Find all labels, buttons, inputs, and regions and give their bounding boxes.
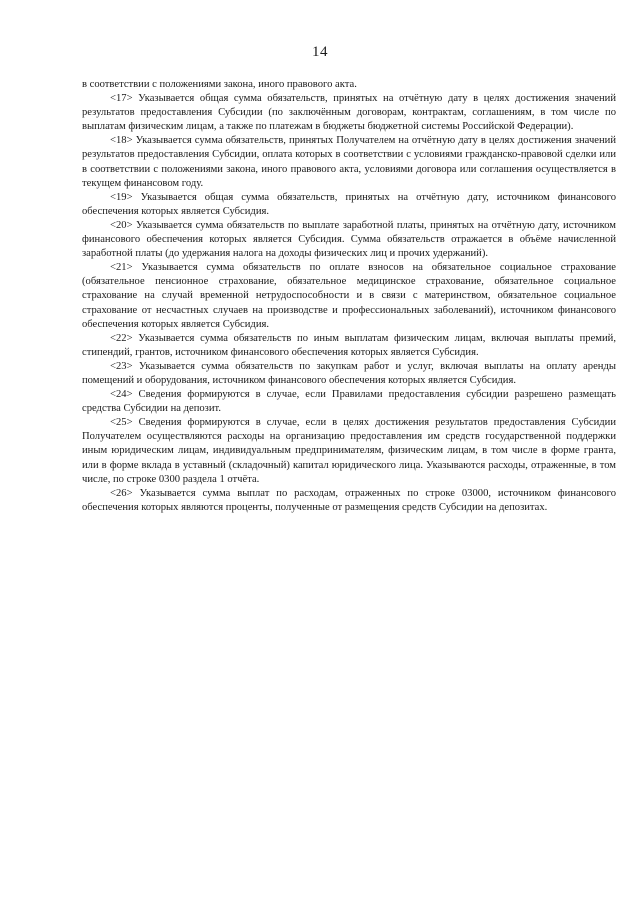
paragraph-continuation: в соответствии с положениями закона, иного правового акта. (82, 79, 357, 90)
footnote-21: <21> Указывается сумма обязательств по оплате взносов на обязательное социальное страхование (обязательное пенсионное страхование, обязательное медицинское страхование, обязательное социальное страхование на случай временной нетрудоспособности и в связи с материнством, обязательное социальное страхование от несчастных случаев на производстве и профессиональных заболеваний), источником финансового обеспечения которых является Субсидия. (82, 262, 616, 330)
footnote-18: <18> Указывается сумма обязательств, принятых Получателем на отчётную дату в целях достижения значений результатов предоставления Субсидии, оплата которых в соответствии с условиями гражданско-правовой сделки или в соответствии с положениями закона, иного правового акта, условиями договора или соглашения осуществляется в текущем финансовом году. (82, 135, 616, 189)
footnote-26: <26> Указывается сумма выплат по расходам, отраженных по строке 03000, источником финансового обеспечения которых являются проценты, полученные от размещения средств Субсидии на депозитах. (82, 487, 616, 513)
footnote-25: <25> Сведения формируются в случае, если в целях достижения результатов предоставления Субсидии Получателем осуществляются расходы на организацию предоставления им средств государственной поддержки иным юридическим лицам, индивидуальным предпринимателям, физическим лицам, в том числе в форме гранта, или в форме вклада в уставный (складочный) капитал юридического лица. Указываются расходы, отраженные, в том числе, по строке 0300 раздела 1 отчёта. (82, 417, 616, 485)
page-number: 14 (312, 44, 328, 60)
footnote-22: <22> Указывается сумма обязательств по иным выплатам физическим лицам, включая выплаты премий, стипендий, грантов, источником финансового обеспечения которых является Субсидия. (82, 332, 616, 358)
footnote-24: <24> Сведения формируются в случае, если Правилами предоставления субсидии разрешено размещать средства Субсидии на депозит. (82, 389, 616, 415)
document-body (82, 78, 616, 515)
footnote-20: <20> Указывается сумма обязательств по выплате заработной платы, принятых на отчётную дату, источником финансового обеспечения которых является Субсидия. Сумма обязательств отражается в объёме начисленной заработной платы (до удержания налога на доходы физических лиц и прочих удержаний). (82, 219, 616, 260)
footnote-17: <17> Указывается общая сумма обязательств, принятых на отчётную дату в целях достижения значений результатов предоставления Субсидии (по заключённым договорам, контрактам, соглашениям, в том числе по выплатам физическим лицам, а также по платежам в бюджеты бюджетной системы Российской Федерации). (82, 93, 616, 133)
footnote-19: <19> Указывается общая сумма обязательств, принятых на отчётную дату, источником финансового обеспечения которых является Субсидия. (82, 191, 616, 217)
footnote-23: <23> Указывается сумма обязательств по закупкам работ и услуг, включая выплаты на оплату аренды помещений и оборудования, источником финансового обеспечения которых является Субсидия. (82, 360, 616, 386)
